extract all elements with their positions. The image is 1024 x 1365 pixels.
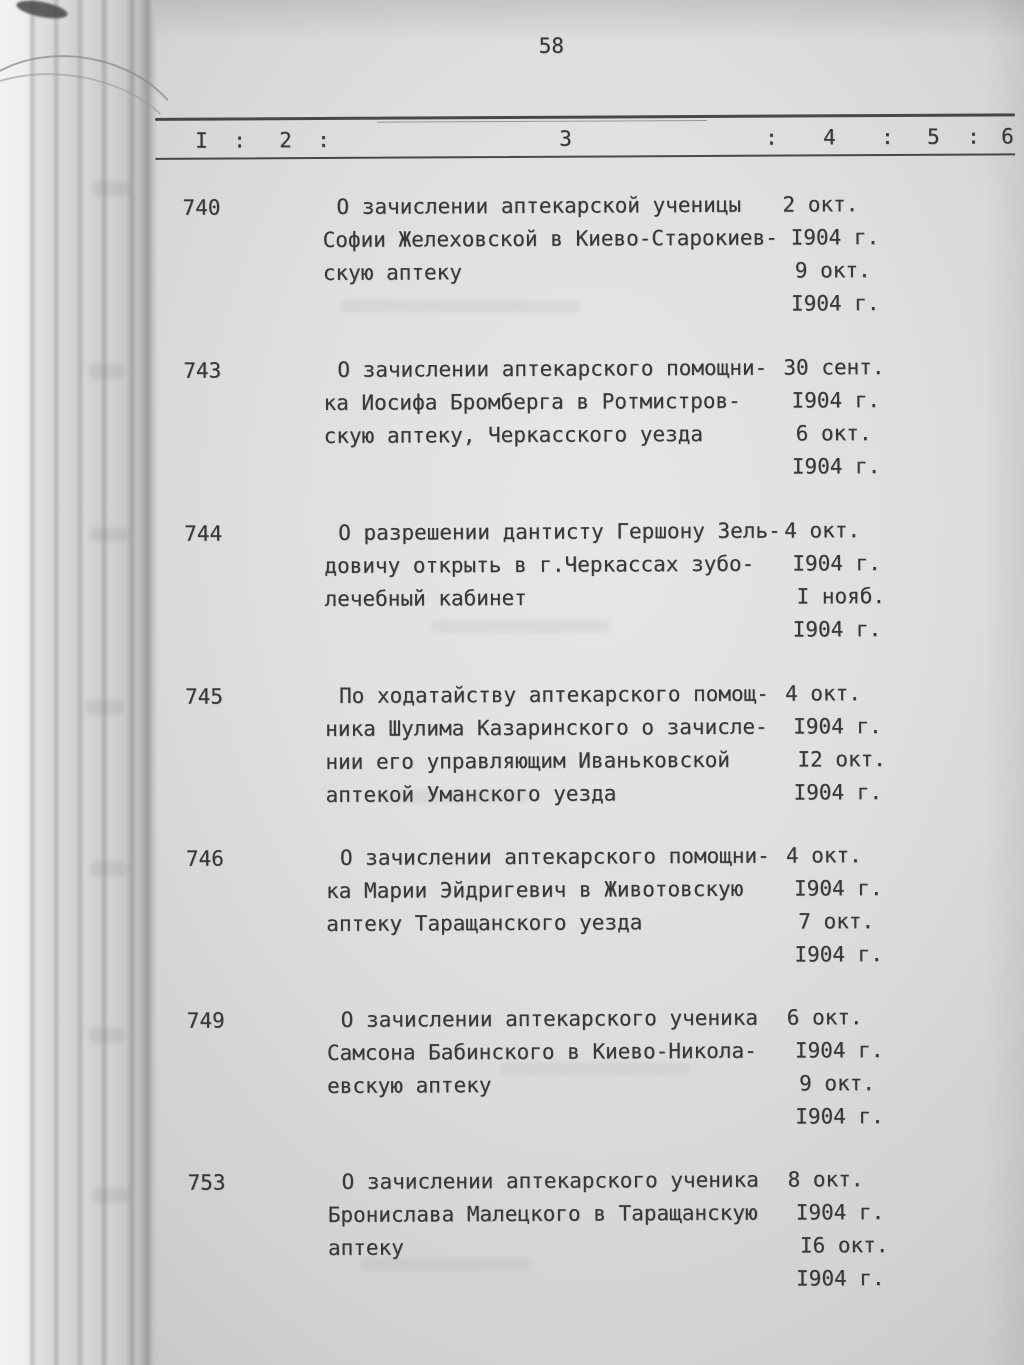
date-line: I904 г. (790, 291, 880, 316)
entry-description (324, 515, 781, 649)
date-line: I6 окт. (799, 1233, 889, 1258)
column-header-4: 4 (823, 125, 836, 150)
description-line: О зачислении аптекарской ученицы (336, 192, 742, 219)
date-line: I904 г. (795, 1200, 885, 1225)
entry-number: 743 (183, 358, 222, 383)
description-line: скую аптеку (322, 260, 462, 285)
entry-description (323, 352, 768, 486)
description-line: О зачислении аптекарского помощни- (337, 355, 768, 382)
description-line (325, 614, 782, 649)
date-line: I904 г. (790, 225, 880, 250)
date-line: 30 сент. (783, 355, 885, 380)
column-separator: : (317, 127, 330, 153)
date-line: I нояб. (796, 584, 886, 609)
description-line: О зачислении аптекарского ученика (341, 1167, 759, 1194)
description-line: лечебный кабинет (324, 585, 527, 611)
description-line (323, 288, 778, 323)
description-line: скую аптеку, Черкасского уезда (323, 421, 704, 448)
date-line: I904 г. (792, 617, 882, 642)
entry-dates (786, 839, 883, 972)
entry-description (327, 1002, 759, 1136)
description-line: аптекой Уманского уезда (325, 781, 617, 807)
description-line (326, 939, 770, 974)
entry-description (326, 840, 771, 974)
date-line: I2 окт. (797, 747, 886, 772)
description-line: О зачислении аптекарского помощни- (339, 843, 770, 870)
date-line: I904 г. (795, 1104, 884, 1129)
description-line (327, 1101, 758, 1136)
entry-number: 746 (185, 846, 224, 871)
entry-description (322, 189, 778, 323)
date-line: 8 окт. (787, 1167, 864, 1192)
entry-dates (788, 1163, 889, 1296)
entry-number: 744 (184, 521, 223, 546)
register-entry (3, 1162, 1024, 1299)
entry-number: 753 (187, 1170, 226, 1195)
register-entry (2, 1000, 1024, 1137)
entry-description (328, 1164, 760, 1298)
entry-number: 745 (185, 684, 224, 709)
date-line: 4 окт. (784, 681, 861, 706)
date-line: I904 г. (793, 780, 883, 805)
description-line: Бронислава Малецкого в Таращанскую (327, 1200, 758, 1227)
date-line: 6 окт. (786, 1005, 863, 1030)
column-header-2: 2 (279, 128, 292, 153)
table-header-rule-echo (377, 120, 707, 123)
date-line: I904 г. (794, 1038, 884, 1063)
description-line: аптеку Таращанского уезда (326, 910, 643, 936)
entry-dates (782, 188, 879, 321)
description-line: ника Шулима Казаринского о зачисле- (325, 714, 768, 741)
entry-dates (785, 677, 886, 810)
date-line: I904 г. (793, 714, 882, 739)
register-entry (0, 350, 1023, 487)
register-entry (0, 513, 1024, 650)
entry-dates (784, 514, 885, 647)
description-line: О разрешении дантисту Гершону Зель- (338, 518, 781, 545)
date-line: I904 г. (791, 388, 881, 413)
date-line: 6 окт. (795, 421, 872, 446)
description-line: евскую аптеку (327, 1073, 492, 1098)
column-separator: : (765, 125, 778, 150)
entry-number: 740 (182, 195, 221, 220)
column-separator: : (881, 124, 894, 150)
page-number: 58 (538, 33, 565, 58)
description-line: О зачислении аптекарского ученика (340, 1005, 759, 1032)
description-line: ка Иосифа Бромберга в Ротмистров- (323, 388, 741, 415)
entry-dates (783, 351, 885, 484)
date-line: I904 г. (792, 551, 881, 576)
column-header-1: I (195, 128, 208, 153)
column-header-6: 6 (1001, 124, 1014, 149)
description-line: Самсона Бабинского в Киево-Никола- (326, 1038, 757, 1065)
register-entry (0, 676, 1024, 813)
description-line (324, 451, 768, 486)
date-line: I904 г. (794, 942, 884, 967)
date-line: 9 окт. (794, 258, 871, 283)
column-separator: : (967, 124, 980, 149)
date-line: 9 окт. (799, 1071, 876, 1096)
register-entry (1, 838, 1024, 975)
register-entry (0, 187, 1022, 324)
date-line: I904 г. (796, 1266, 885, 1291)
column-header-5: 5 (927, 124, 940, 149)
entry-dates (787, 1001, 884, 1134)
description-line: нии его управляющим Иваньковской (325, 747, 731, 774)
entry-description (325, 678, 770, 812)
date-line: 2 окт. (782, 192, 859, 217)
date-line: 4 окт. (784, 518, 861, 543)
description-line: Софии Желеховской в Киево-Старокиев- (322, 225, 778, 252)
entry-number: 749 (186, 1008, 225, 1033)
date-line: 7 окт. (798, 909, 875, 934)
description-line: аптеку (327, 1235, 404, 1260)
description-line: По ходатайству аптекарского помощ- (339, 681, 769, 708)
date-line: I904 г. (791, 454, 881, 479)
date-line: I904 г. (794, 876, 883, 901)
description-line: довичу открыть в г.Черкассах зубо- (324, 551, 755, 578)
description-line (328, 1263, 759, 1298)
date-line: 4 окт. (785, 843, 862, 868)
column-separator: : (233, 128, 246, 153)
column-header-3: 3 (559, 126, 572, 151)
description-line: ка Марии Эйдригевич в Животовскую (326, 876, 744, 903)
